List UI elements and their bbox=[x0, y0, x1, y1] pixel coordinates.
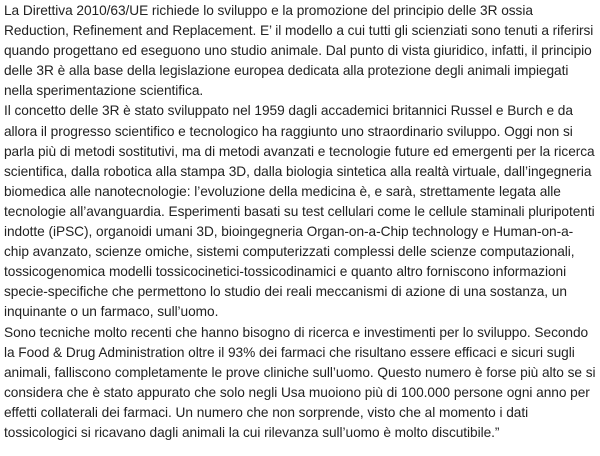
article-body bbox=[4, 1, 596, 443]
paragraph-fda-statistics: Sono tecniche molto recenti che hanno bisogno di ricerca e investimenti per lo sviluppo. Secondo la Food & Drug Administration oltre il 93% dei farmaci che risultano essere efficaci e sicuri sugli animali, falliscono completamente le prove cliniche sull’uomo. Questo numero è forse più alto se si considera che è stato appurato che solo negli Usa muoiono più di 100.000 persone ogni anno per effetti collaterali dei farmaci. Un numero che non sorprende, visto che al momento i dati tossicologici si ricavano dagli animali la cui rilevanza sull’uomo è molto discutibile.” bbox=[4, 324, 596, 440]
paragraph-3r-concept: Il concetto delle 3R è stato sviluppato nel 1959 dagli accademici britannici Russel e Burch e da allora il progresso scientifico e tecnologico ha raggiunto uno straordinario sviluppo. Oggi non si parla più di metodi sostitutivi, ma di metodi avanzati e tecnologie future ed emergenti per la ricerca scientifica, dalla robotica alla stampa 3D, dalla biologia sintetica alla realtà virtuale, dall’ingegneria biomedica alle nanotecnologie: l’evoluzione della medicina è, e sarà, strettamente legata alle tecnologie all’avanguardia. Esperimenti basati su test cellulari come le cellule staminali pluripotenti indotte (iPSC), organoidi umani 3D, bioingegneria Organ-on-a-Chip technology e Human-on-a-chip avanzato, scienze omiche, sistemi computerizzati complessi delle scienze computazionali, tossicogenomica modelli tossicocinetici-tossicodinamici e quanto altro forniscono informazioni specie-specifiche che permettono lo studio dei reali meccanismi di azione di una sostanza, un inquinante o un farmaco, sull’uomo. bbox=[4, 103, 595, 320]
paragraph-directive: La Direttiva 2010/63/UE richiede lo sviluppo e la promozione del principio delle 3R ossia Reduction, Refinement and Replacement. E’ il modello a cui tutti gli scienziati sono tenuti a riferirsi quando progettano ed eseguono uno studio animale. Dal punto di vista giuridico, infatti, il principio delle 3R è alla base della legislazione europea dedicata alla protezione degli animali impiegati nella sperimentazione scientifica. bbox=[4, 3, 594, 99]
